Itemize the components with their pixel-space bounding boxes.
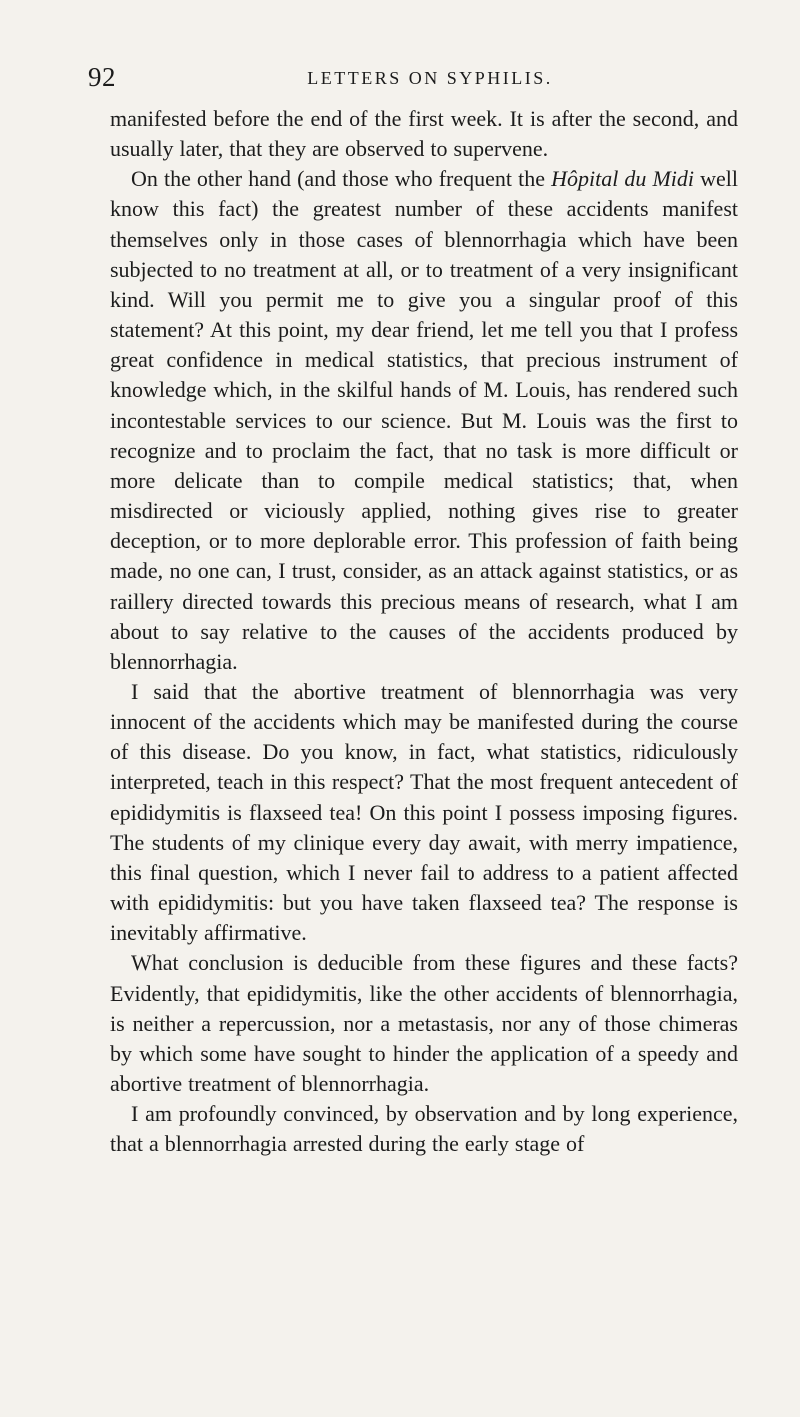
- paragraph-text: manifested before the end of the first week. It is after the second, and usually later, that they are observed to supervene.: [110, 106, 738, 162]
- paragraph: [110, 948, 738, 1099]
- paragraph: [110, 104, 738, 164]
- italic-place-name: Hôpital du Midi: [551, 166, 695, 192]
- paragraph-text: What conclusion is deducible from these figures and these facts? Evidently, that epididymitis, like the other accidents of blennorrhagia, is neither a repercussion, nor a metastasis, nor any of those chimeras by which some have sought to hinder the application of a speedy and abortive treatment of blennorrhagia.: [110, 950, 738, 1096]
- paragraph-text: I am profoundly convinced, by observation and by long experience, that a blennorrhagia arrested during the early stage of: [110, 1101, 738, 1157]
- paragraph-text: On the other hand (and those who frequent the: [131, 166, 552, 192]
- paragraph: [110, 164, 738, 677]
- paragraph: [110, 677, 738, 948]
- page-number: 92: [88, 62, 116, 92]
- body-text: [110, 104, 738, 1159]
- paragraph-text: well know this fact) the greatest number of these accidents manifest themselves only in those cases of blennorrhagia which have been subjected to no treatment at all, or to treatment of a very insignificant kind. Will you permit me to give you a singular proof of this statement? At this point, my dear friend, let me tell you that I profess great confidence in medical statistics, that precious instrument of knowledge which, in the skilful hands of M. Louis, has rendered such incontestable services to our science. But M. Louis was the first to recognize and to proclaim the fact, that no task is more difficult or more delicate than to compile medical statistics; that, when misdirected or viciously applied, nothing gives rise to greater deception, or to more deplorable error. This profession of faith being made, no one can, I trust, consider, as an attack against statistics, or as raillery directed towards this precious means of research, what I am about to say relative to the causes of the accidents produced by blennorrhagia.: [110, 166, 738, 674]
- running-title: LETTERS ON SYPHILIS.: [307, 68, 553, 88]
- running-head: [88, 62, 760, 96]
- paragraph: [110, 1099, 738, 1159]
- paragraph-text: I said that the abortive treatment of blennorrhagia was very innocent of the accidents which may be manifested during the course of this disease. Do you know, in fact, what statistics, ridiculously interpreted, teach in this respect? That the most frequent antecedent of epididymitis is flaxseed tea! On this point I possess imposing figures. The students of my clinique every day await, with merry impatience, this final question, which I never fail to address to a patient affected with epididymitis: but you have taken flaxseed tea? The response is inevitably affirmative.: [110, 678, 738, 946]
